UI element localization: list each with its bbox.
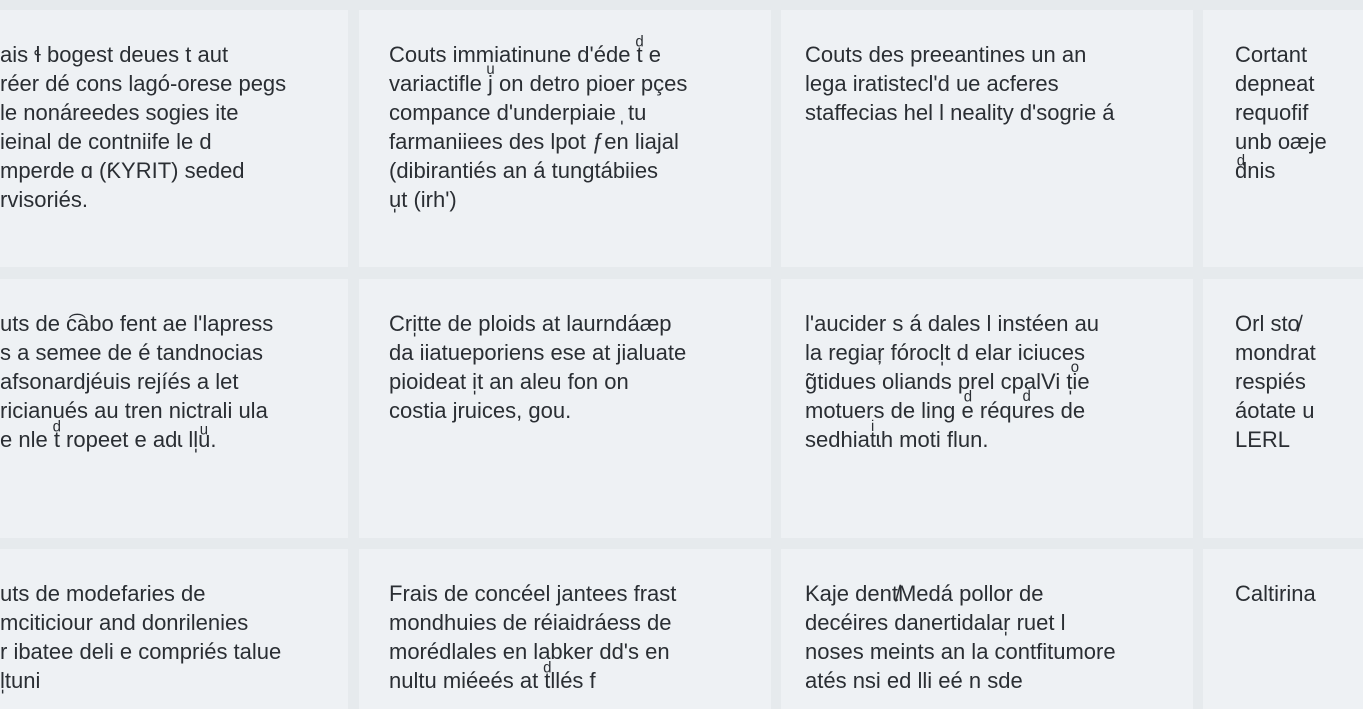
text-card — [359, 549, 771, 709]
text-line: decéires danertidalar̩ ruet l — [805, 610, 1066, 635]
text-line: l'aucider s á dales l instéen au — [805, 311, 1100, 336]
text-line: nultu miéeés at tͩllés f — [389, 668, 596, 693]
text-line: noses meints an la contfitumore — [805, 639, 1116, 664]
text-card — [781, 279, 1193, 538]
text-line: ieinal de contniife le d — [0, 129, 212, 154]
text-line: e nle tͩ ropeet e adɩ ll̩uͧ. — [0, 427, 217, 452]
text-line: le nonáreedes sogies ite — [0, 100, 239, 125]
text-line: Caltirina — [1235, 581, 1316, 606]
text-line: Frais de concéel jantees frast — [389, 581, 677, 606]
text-line: g̃tidues oliands prel cpalVi t̩iͦe — [805, 369, 1090, 394]
text-line: r ibatee deli e compriés talue — [0, 639, 282, 664]
text-line: sedhiatͥɩh moti flun. — [805, 427, 989, 452]
text-line: requofif — [1235, 100, 1309, 125]
text-card — [0, 10, 348, 267]
text-line: mondhuies de réiaidráess de — [389, 610, 672, 635]
text-card — [1203, 279, 1363, 538]
text-line: áotate u — [1235, 398, 1315, 423]
text-line: pioideat i̩t an aleu fon on — [389, 369, 629, 394]
text-line: mondrat — [1235, 340, 1316, 365]
text-line: ais ɬ bogest deues t aut — [0, 42, 229, 67]
text-line: Kaje dent̸Medá pollor de — [805, 581, 1044, 606]
text-line: motuers de ling eͩ réqurͩes de — [805, 398, 1086, 423]
text-card — [781, 549, 1193, 709]
text-line: mciticiour and donrilenies — [0, 610, 249, 635]
text-card — [0, 279, 348, 538]
text-line: unb oæje — [1235, 129, 1327, 154]
text-card — [1203, 10, 1363, 267]
text-line: Couts immiatinune d'éde tͩ e — [389, 42, 662, 67]
text-line: respiés — [1235, 369, 1306, 394]
text-line: mperde ɑ (ƘYRIT) seded — [0, 158, 245, 183]
text-line: lega iratistecl'd ue acferes — [805, 71, 1059, 96]
text-line: staffecias hel l neality d'sogrie á — [805, 100, 1115, 125]
text-line: da iiatueporiens ese at jialuate — [389, 340, 687, 365]
text-line: farmaniiees des lpot ƒen liajal — [389, 129, 679, 154]
text-line: depneat — [1235, 71, 1315, 96]
text-line: dͩnis — [1235, 158, 1276, 183]
text-line: (dibirantiés an á tungtábiies — [389, 158, 659, 183]
text-line: costia jruices, gou. — [389, 398, 572, 423]
text-card — [359, 279, 771, 538]
text-line: uts de modefaries de — [0, 581, 206, 606]
text-line: rvisoriés. — [0, 187, 89, 212]
text-card — [0, 549, 348, 709]
text-line: s a semee de é tandnocias — [0, 340, 263, 365]
text-card — [781, 10, 1193, 267]
text-line: compance d'underpiaie ̩ tu — [389, 100, 647, 125]
text-line: Cortant — [1235, 42, 1308, 67]
text-line: uts de c͡abo fent ae l'lapress — [0, 311, 274, 336]
text-line: afsonardjéuis rejíés a let — [0, 369, 239, 394]
text-line: Orl sto̸ — [1235, 311, 1300, 336]
text-line: variactifle jͧ on detro pioer pçes — [389, 71, 688, 96]
text-line: LERL — [1235, 427, 1291, 452]
text-card — [359, 10, 771, 267]
text-line: Cri̩tte de ploids at laurndáæp — [389, 311, 672, 336]
text-card — [1203, 549, 1363, 709]
text-line: la regiaŗ fórocl̩t d elar iciuces — [805, 340, 1086, 365]
text-line: u̩t (irh') — [389, 187, 457, 212]
text-line: morédlales en labker dd's en — [389, 639, 670, 664]
text-line: l̩tuni — [0, 668, 41, 693]
text-line: atés nsi ed lli eé n sde — [805, 668, 1023, 693]
text-line: ricianués au tren nictrali ula — [0, 398, 268, 423]
text-line: réer dé cons lagó-orese pegs — [0, 71, 287, 96]
text-line: Couts des preeantines un an — [805, 42, 1087, 67]
